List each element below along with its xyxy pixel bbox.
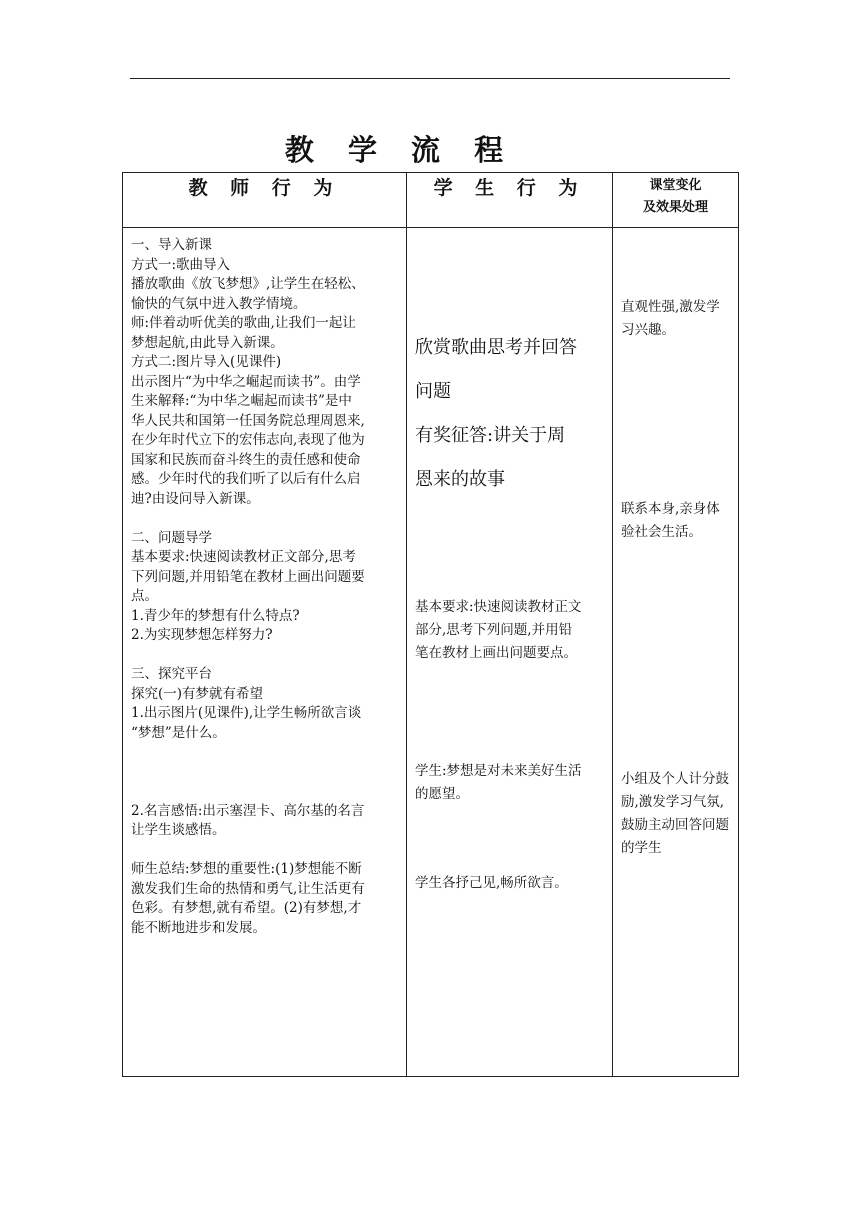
text-line: 联系本身,亲身体 xyxy=(621,501,720,517)
text-line: 基本要求:快速阅读教材正文部分,思考 xyxy=(131,549,356,565)
spacer xyxy=(131,841,400,861)
text-line: 直观性强,激发学 xyxy=(621,299,720,315)
text-line: 问题 xyxy=(415,381,451,402)
effect-column xyxy=(613,228,739,1077)
header-effect-line1: 课堂变化 xyxy=(649,178,702,193)
spacer xyxy=(131,782,400,802)
text-line: 学生各抒己见,畅所欲言。 xyxy=(415,875,568,891)
effect-block-life xyxy=(621,498,720,544)
text-line: 部分,思考下列问题,并用铅 xyxy=(415,622,573,638)
text-line: 鼓励主动回答问题 xyxy=(621,817,729,833)
text-line: 恩来的故事 xyxy=(415,469,505,490)
text-line: 学生:梦想是对未来美好生活 xyxy=(415,763,582,779)
text-line: 感。少年时代的我们听了以后有什么启 xyxy=(131,471,361,487)
effect-block-interest xyxy=(621,296,720,342)
effect-block-group xyxy=(621,768,729,860)
text-line: 励,激发学习气氛, xyxy=(621,794,725,810)
student-column xyxy=(407,228,613,1077)
method-title: 方式一:歌曲导入 xyxy=(131,256,231,273)
text-line: 播放歌曲《放飞梦想》,让学生在轻松、 xyxy=(131,276,365,292)
header-teacher xyxy=(123,173,407,228)
text-line: 基本要求:快速阅读教材正文 xyxy=(415,599,582,615)
text-line: 师生总结:梦想的重要性:(1)梦想能不断 xyxy=(131,861,362,877)
text-line: 师:伴着动听优美的歌曲,让我们一起让 xyxy=(131,315,356,331)
header-student xyxy=(407,173,613,228)
text-line: 欣赏歌曲思考并回答 xyxy=(415,337,577,358)
text-line: 习兴趣。 xyxy=(621,322,675,338)
text-line: 华人民共和国第一任国务院总理周恩来, xyxy=(131,412,365,429)
text-line: 下列问题,并用铅笔在教材上画出问题要 xyxy=(131,568,365,585)
text-line: 生来解释:“为中华之崛起而读书”是中 xyxy=(131,393,352,409)
section-title: 三、探究平台 xyxy=(131,666,212,682)
teacher-column xyxy=(123,228,407,1077)
text-line: 在少年时代立下的宏伟志向,表现了他为 xyxy=(131,432,365,448)
text-line: 有奖征答:讲关于周 xyxy=(415,425,566,446)
lesson-flow-table xyxy=(122,172,739,1077)
header-student-label: 学 生 行 为 xyxy=(433,177,586,199)
header-rule xyxy=(130,78,730,79)
header-effect-line2: 及效果处理 xyxy=(642,200,708,215)
header-teacher-label: 教 师 行 为 xyxy=(188,177,341,199)
table-body-row xyxy=(123,228,739,1077)
section-title: 一、导入新课 xyxy=(131,237,212,253)
text-line: 的学生 xyxy=(621,840,662,856)
question-item: 1.青少年的梦想有什么特点? xyxy=(131,607,300,624)
text-line: 国家和民族而奋斗终生的责任感和使命 xyxy=(131,451,361,468)
text-line: 笔在教材上画出问题要点。 xyxy=(415,645,577,661)
spacer xyxy=(131,743,400,782)
student-block-dream xyxy=(415,760,582,806)
text-line: 验社会生活。 xyxy=(621,524,702,540)
spacer xyxy=(131,509,400,529)
text-line: 能不断地进步和发展。 xyxy=(131,919,266,936)
text-line: “梦想”是什么。 xyxy=(131,724,226,741)
text-line: 梦想起航,由此导入新课。 xyxy=(131,334,284,351)
header-effect xyxy=(613,173,739,228)
page-title: 教 学 流 程 xyxy=(284,133,516,167)
text-line: 的愿望。 xyxy=(415,786,469,802)
method-title: 方式二:图片导入(见课件) xyxy=(131,354,282,370)
spacer xyxy=(131,646,400,666)
question-item: 2.为实现梦想怎样努力? xyxy=(131,627,273,643)
student-block-song xyxy=(415,326,577,502)
text-line: 出示图片“为中华之崛起而读书”。由学 xyxy=(131,373,361,390)
student-block-reading xyxy=(415,596,582,665)
text-line: 激发我们生命的热情和勇气,让生活更有 xyxy=(131,880,365,897)
text-line: 让学生谈感悟。 xyxy=(131,822,226,838)
text-line: 2.名言感悟:出示塞涅卡、高尔基的名言 xyxy=(131,802,365,819)
table-header-row xyxy=(123,173,739,228)
text-line: 迪?由设问导入新课。 xyxy=(131,490,260,507)
section-title: 二、问题导学 xyxy=(131,529,212,546)
text-line: 1.出示图片(见课件),让学生畅所欲言谈 xyxy=(131,705,362,721)
text-line: 愉快的气氛中进入教学情境。 xyxy=(131,295,307,312)
text-line: 点。 xyxy=(131,588,158,604)
student-block-discussion xyxy=(415,872,568,895)
text-line: 小组及个人计分鼓 xyxy=(621,771,729,787)
text-line: 色彩。有梦想,就有希望。(2)有梦想,才 xyxy=(131,900,362,916)
subsection-title: 探究(一)有梦就有希望 xyxy=(131,685,264,702)
